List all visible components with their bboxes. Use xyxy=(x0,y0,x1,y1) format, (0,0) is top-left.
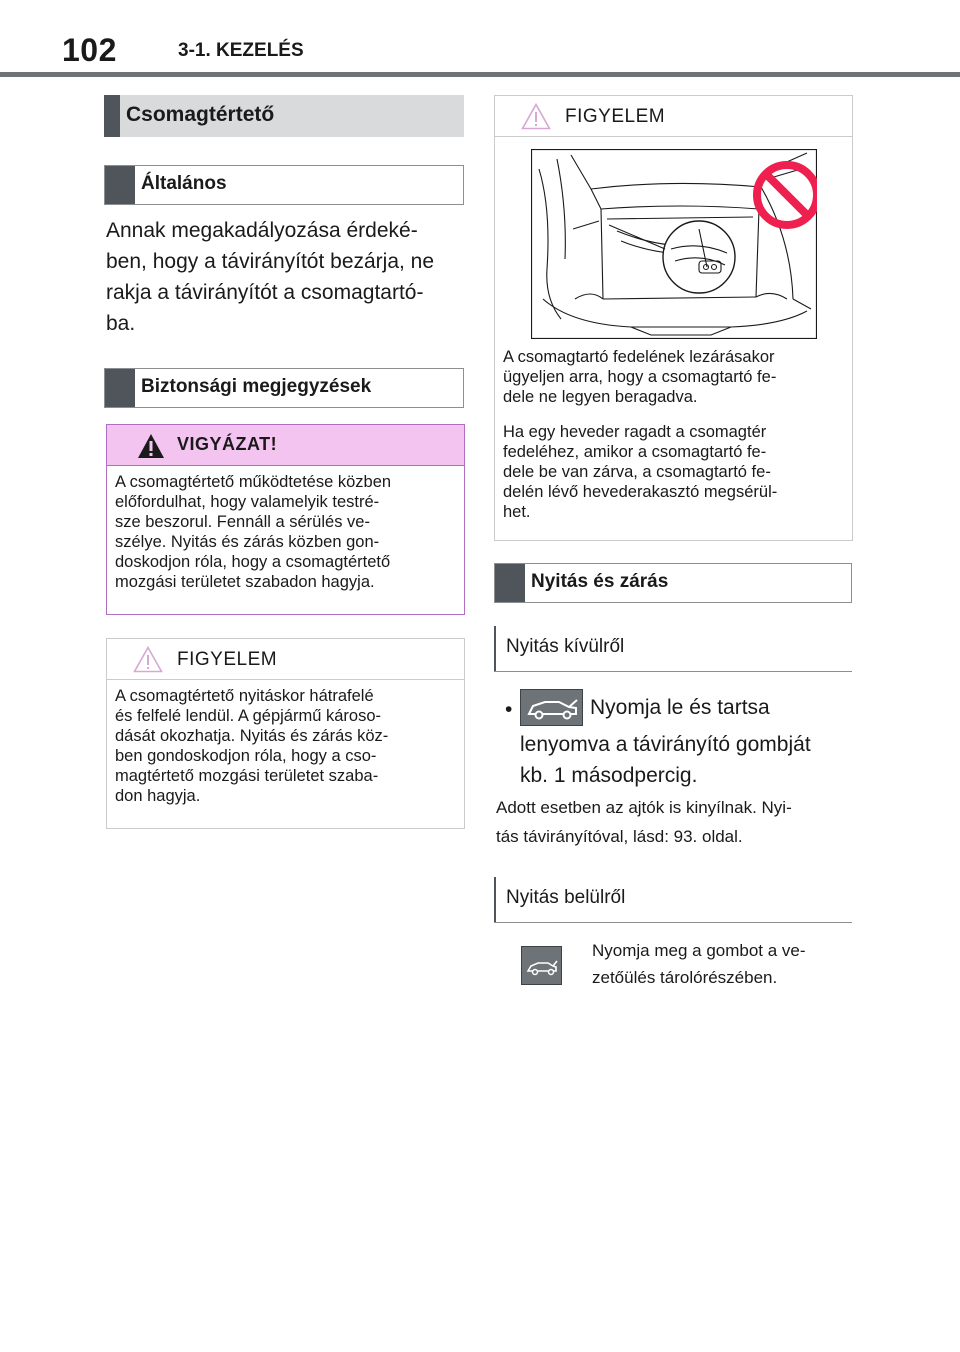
text-line: A csomagtértető nyitáskor hátrafelé xyxy=(115,687,374,705)
notice-trunk-para1 xyxy=(503,347,848,407)
text-line: dele be van zárva, a csomagtartó fe- xyxy=(503,463,771,481)
car-trunk-icon xyxy=(520,689,583,726)
notice-title: FIGYELEM xyxy=(177,649,278,670)
notice-title: FIGYELEM xyxy=(565,106,666,127)
heading-bar xyxy=(494,626,496,671)
inside-text xyxy=(592,937,806,991)
subheading-general-title: Általános xyxy=(141,173,227,194)
text-line: és felfelé lendül. A gépjármű károso- xyxy=(115,707,381,725)
notice-box-trunk xyxy=(494,95,853,541)
bullet: • xyxy=(505,698,513,721)
section-title: Csomagtértető xyxy=(126,103,275,126)
text-line: zetőülés tárolórészében. xyxy=(592,968,778,987)
text-line: don hagyja. xyxy=(115,787,201,805)
car-trunk-button-icon xyxy=(521,946,562,985)
heading-bar xyxy=(105,369,135,407)
text-line: doskodjon róla, hogy a csomagtértető xyxy=(115,553,391,571)
text-line: delén lévő hevederakasztó megsérül- xyxy=(503,483,778,501)
text-line: dele ne legyen beragadva. xyxy=(503,388,698,406)
text-line: előfordulhat, hogy valamelyik testré- xyxy=(115,493,380,511)
text-line: dását okozhatja. Nyitás és zárás köz- xyxy=(115,727,389,745)
notice-header xyxy=(495,96,852,137)
text-line: ben gondoskodjon róla, hogy a cso- xyxy=(115,747,377,765)
text-line: Nyomja meg a gombot a ve- xyxy=(592,941,806,960)
text-line: ügyeljen arra, hogy a csomagtartó fe- xyxy=(503,368,777,386)
text-line: szélye. Nyitás és zárás közben gon- xyxy=(115,533,380,551)
instruction-line: lenyomva a távirányító gombját xyxy=(520,733,811,756)
text-line: mozgási területet szabadon hagyja. xyxy=(115,573,375,591)
trunk-strap-illustration xyxy=(531,149,817,339)
text-line: rakja a távirányítót a csomagtartó- xyxy=(106,281,424,304)
subheading-outside xyxy=(494,626,852,672)
heading-bar xyxy=(105,166,135,204)
text-line: magtértető mozgási területet szaba- xyxy=(115,767,379,785)
subheading-inside xyxy=(494,877,852,923)
warning-title: VIGYÁZAT! xyxy=(177,434,278,454)
text-line: sze beszorul. Fennáll a sérülés ve- xyxy=(115,513,370,531)
warning-text xyxy=(115,472,460,592)
chapter-title: 3-1. KEZELÉS xyxy=(178,40,304,61)
text-line: het. xyxy=(503,503,531,521)
subheading-safety-title: Biztonsági megjegyzések xyxy=(141,376,372,397)
text-line: fedeléhez, amikor a csomagtartó fe- xyxy=(503,443,767,461)
general-text xyxy=(106,215,466,339)
section-heading-main xyxy=(104,95,464,137)
warning-box xyxy=(106,424,465,615)
text-line: A csomagtartó fedelének lezárásakor xyxy=(503,348,775,366)
subheading-outside-title: Nyitás kívülről xyxy=(506,636,625,657)
notice-header xyxy=(107,639,464,680)
text-line: Annak megakadályozása érdeké- xyxy=(106,219,418,242)
caution-triangle-outline-icon xyxy=(133,646,163,673)
subheading-safety xyxy=(104,368,464,408)
subheading-inside-title: Nyitás belülről xyxy=(506,887,626,908)
heading-bar xyxy=(494,877,496,922)
text-line: ba. xyxy=(106,312,136,335)
heading-bar xyxy=(104,95,120,137)
heading-bar xyxy=(495,564,525,602)
page-number: 102 xyxy=(62,32,117,68)
subheading-open-close-title: Nyitás és zárás xyxy=(531,571,669,592)
warning-triangle-icon xyxy=(137,433,165,459)
subheading-open-close xyxy=(494,563,852,603)
notice-trunk-para2 xyxy=(503,422,848,522)
outside-note-line: Adott esetben az ajtók is kinyílnak. Nyi- xyxy=(496,798,792,817)
notice-text xyxy=(115,686,460,806)
instruction-line: kb. 1 másodpercig. xyxy=(520,764,698,787)
warning-header xyxy=(107,425,464,466)
text-line: A csomagtértető működtetése közben xyxy=(115,473,392,491)
instruction-line: Nyomja le és tartsa xyxy=(590,696,770,719)
notice-box xyxy=(106,638,465,829)
subheading-general xyxy=(104,165,464,205)
caution-triangle-outline-icon xyxy=(521,103,551,130)
text-line: Ha egy heveder ragadt a csomagtér xyxy=(503,423,767,441)
header-rule xyxy=(0,72,960,77)
text-line: ben, hogy a távirányítót bezárja, ne xyxy=(106,250,435,273)
outside-note-line: tás távirányítóval, lásd: 93. oldal. xyxy=(496,827,743,846)
